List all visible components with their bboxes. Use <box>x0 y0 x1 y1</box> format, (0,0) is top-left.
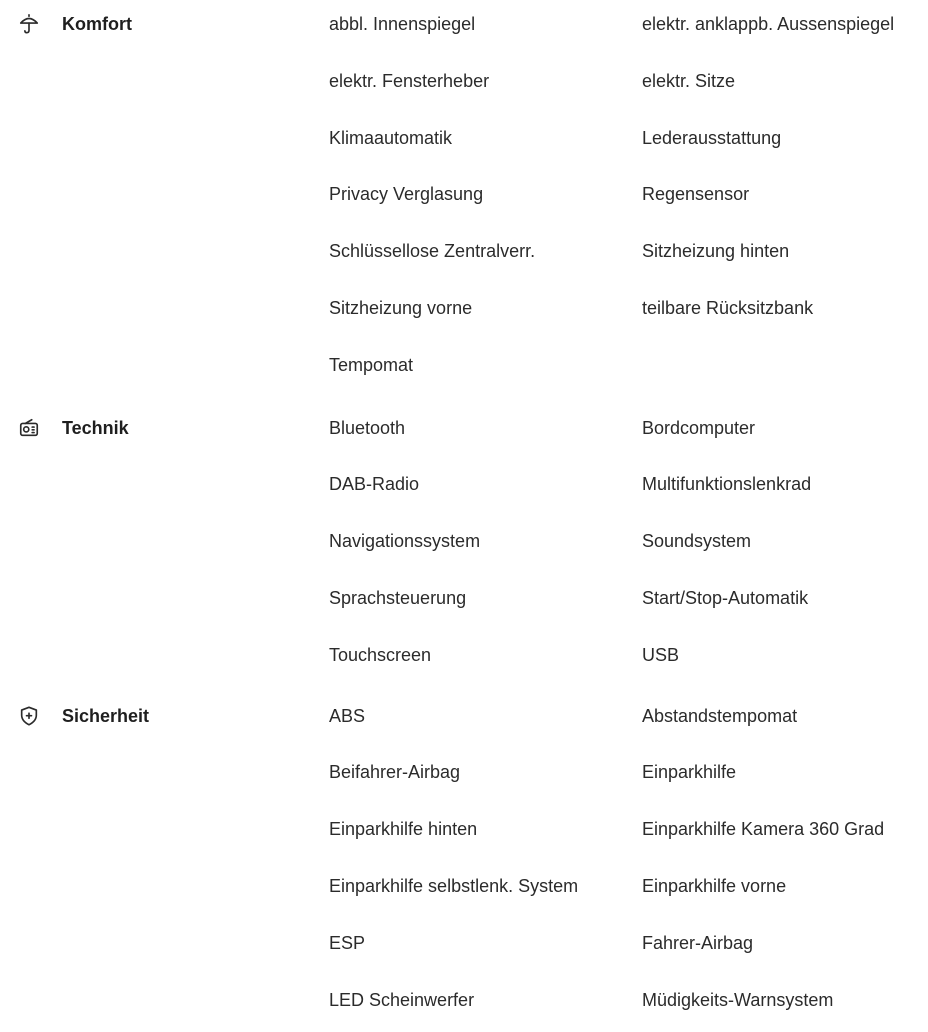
feature-item: Bluetooth <box>329 417 406 438</box>
feature-item: elektr. Fensterheber <box>329 70 490 91</box>
feature-item: Klimaautomatik <box>329 127 453 148</box>
feature-item: Beifahrer-Airbag <box>329 762 461 783</box>
feature-item: Fahrer-Airbag <box>642 932 754 953</box>
feature-item: abbl. Innenspiegel <box>329 14 476 34</box>
category-header <box>0 404 329 461</box>
feature-item: Müdigkeits-Warnsystem <box>642 989 834 1010</box>
feature-item: Einparkhilfe <box>642 762 737 783</box>
feature-item: Sitzheizung vorne <box>329 297 473 318</box>
feature-item: elektr. anklappb. Aussenspiegel <box>642 14 895 34</box>
radio-icon <box>17 416 41 440</box>
feature-item: Sprachsteuerung <box>329 587 467 608</box>
feature-item: Start/Stop-Automatik <box>642 587 809 608</box>
feature-item: Einparkhilfe hinten <box>329 819 478 840</box>
feature-item: Sitzheizung hinten <box>642 241 790 262</box>
category-sicherheit <box>0 692 928 1032</box>
category-header <box>0 0 329 57</box>
category-header <box>0 692 329 749</box>
feature-item: elektr. Sitze <box>642 70 736 91</box>
category-title: Technik <box>62 417 129 438</box>
category-komfort <box>0 0 928 398</box>
feature-item: teilbare Rücksitzbank <box>642 297 814 318</box>
category-title: Komfort <box>62 14 132 34</box>
feature-item: ESP <box>329 932 366 953</box>
umbrella-icon <box>17 12 41 36</box>
feature-items <box>329 0 928 398</box>
feature-item: Lederausstattung <box>642 127 782 148</box>
feature-item: DAB-Radio <box>329 474 420 495</box>
feature-item: Einparkhilfe selbstlenk. System <box>329 875 579 896</box>
feature-item: LED Scheinwerfer <box>329 989 475 1010</box>
category-technik <box>0 404 928 688</box>
shield-icon <box>17 704 41 728</box>
feature-item: Multifunktionslenkrad <box>642 474 812 495</box>
feature-item: Einparkhilfe vorne <box>642 875 787 896</box>
feature-item: ABS <box>329 705 366 726</box>
feature-item: Tempomat <box>329 354 414 375</box>
feature-item: Navigationssystem <box>329 531 481 552</box>
feature-item: USB <box>642 644 680 665</box>
feature-item: Abstandstempomat <box>642 705 798 726</box>
feature-items <box>329 692 928 1032</box>
feature-item: Privacy Verglasung <box>329 184 484 205</box>
feature-items <box>329 404 928 688</box>
category-title: Sicherheit <box>62 705 150 726</box>
feature-item: Einparkhilfe Kamera 360 Grad <box>642 819 885 840</box>
feature-item: Soundsystem <box>642 531 752 552</box>
feature-item: Bordcomputer <box>642 417 756 438</box>
feature-item: Schlüssellose Zentralverr. <box>329 241 536 262</box>
feature-item: Regensensor <box>642 184 750 205</box>
feature-item: Touchscreen <box>329 644 432 665</box>
